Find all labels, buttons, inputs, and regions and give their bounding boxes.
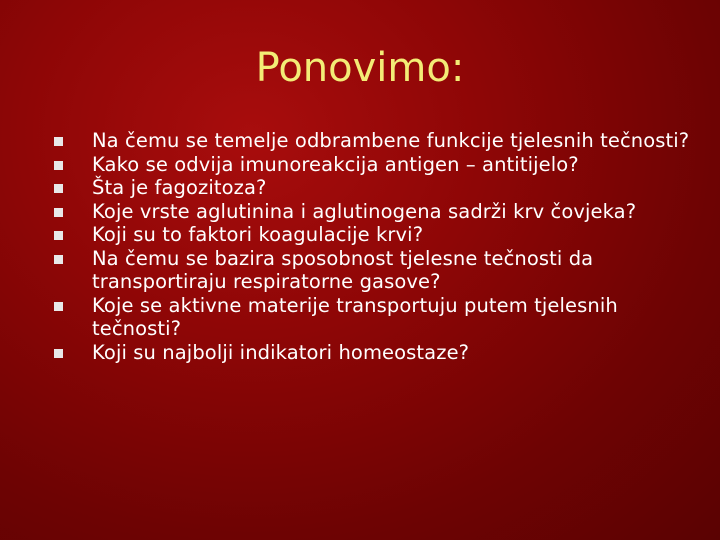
list-item [54,294,694,341]
list-item-text: Koje se aktivne materije transportuju putem tjelesnih tečnosti? [92,293,618,340]
list-item [54,153,694,177]
square-bullet-icon [54,184,63,193]
list-item-text: Šta je fagozitoza? [92,176,267,199]
list-item [54,129,694,153]
list-item-text: Na čemu se bazira sposobnost tjelesne tečnosti da transportiraju respiratorne gasove? [92,246,594,293]
list-item-text: Koji su najbolji indikatori homeostaze? [92,340,470,364]
square-bullet-icon [54,231,63,240]
list-item-text: Na čemu se temelje odbrambene funkcije tjelesnih tečnosti? [92,129,690,152]
list-item [54,341,694,365]
list-item-text: Koje vrste aglutinina i aglutinogena sadrži krv čovjeka? [92,199,637,223]
square-bullet-icon [54,255,63,264]
square-bullet-icon [54,161,63,170]
list-item-text: Kako se odvija imunoreakcija antigen – antitijelo? [92,152,579,176]
square-bullet-icon [54,349,63,358]
square-bullet-icon [54,208,63,217]
slide-title: Ponovimo: [255,45,465,91]
square-bullet-icon [54,302,63,311]
list-item [54,176,694,200]
question-list [54,129,694,364]
list-item [54,223,694,247]
list-item [54,247,694,294]
list-item-text: Koji su to faktori koagulacije krvi? [92,223,424,246]
square-bullet-icon [54,137,63,146]
list-item [54,200,694,224]
